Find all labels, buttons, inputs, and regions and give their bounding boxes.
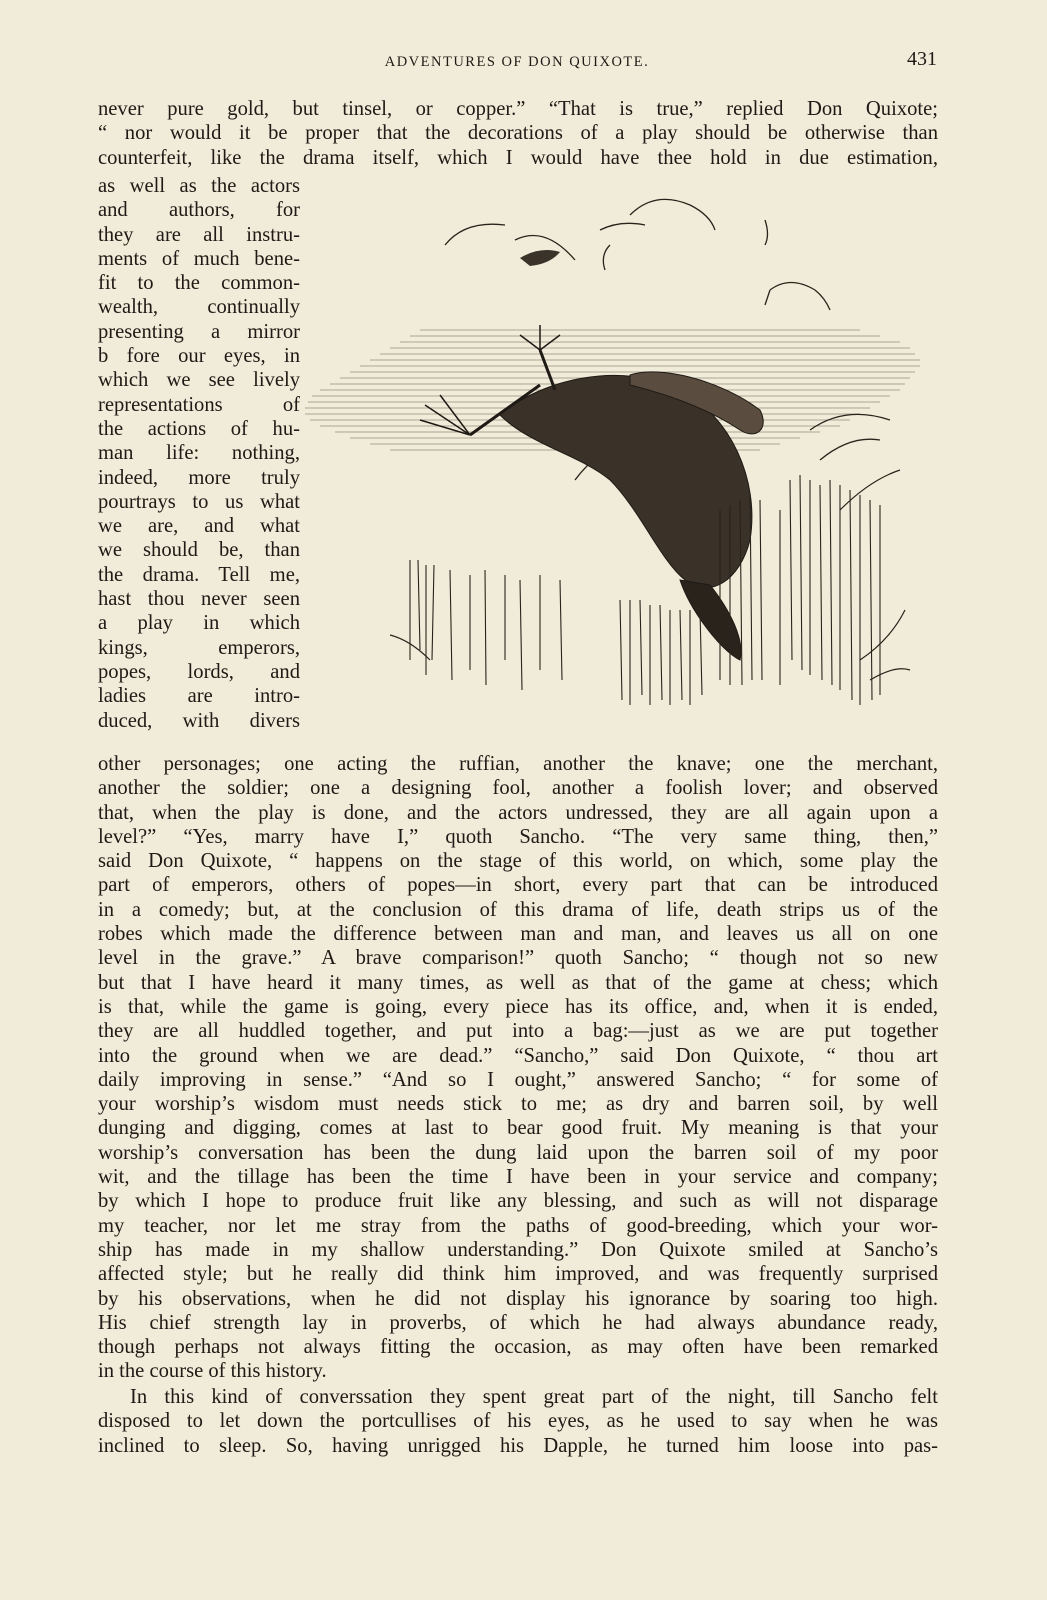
text-line: pourtrays to us what bbox=[98, 490, 300, 513]
text-line: kings, emperors, bbox=[98, 636, 300, 659]
text-line: and authors, for bbox=[98, 199, 300, 222]
text-line: as well as the actors bbox=[98, 175, 300, 197]
text-line: dunging and digging, comes at last to bear good fruit. My meaning is that your bbox=[98, 1117, 938, 1140]
text-line: said Don Quixote, “ happens on the stage of this world, on which, some play the bbox=[98, 850, 938, 873]
text-line: by which I hope to produce fruit like any blessing, and such as will not disparage bbox=[98, 1190, 938, 1213]
text-line: the actions of hu- bbox=[98, 417, 300, 440]
text-line: level?” “Yes, marry have I,” quoth Sancho. “The very same thing, then,” bbox=[98, 825, 938, 848]
text-line: that, when the play is done, and the actors undressed, they are all again upon a bbox=[98, 801, 938, 824]
text-line: fit to the common- bbox=[98, 272, 300, 295]
text-line: ments of much bene- bbox=[98, 247, 300, 270]
dead-bird-engraving bbox=[300, 180, 940, 730]
text-line: man life: nothing, bbox=[98, 442, 300, 465]
text-line: by his observations, when he did not display his ignorance by soaring too high. bbox=[98, 1287, 938, 1310]
wrapped-text-column bbox=[98, 174, 300, 733]
text-line: though perhaps not always fitting the occasion, as may often have been remarked bbox=[98, 1336, 938, 1359]
text-line: indeed, more truly bbox=[98, 466, 300, 489]
text-line: a play in which bbox=[98, 612, 300, 635]
running-header bbox=[97, 48, 937, 76]
text-line: In this kind of converssation they spent great part of the night, till Sancho felt bbox=[130, 1386, 938, 1408]
text-line: b fore our eyes, in bbox=[98, 345, 300, 368]
text-line: part of emperors, others of popes—in short, every part that can be introduced bbox=[98, 874, 938, 897]
text-line: but that I have heard it many times, as well as that of the game at chess; which bbox=[98, 971, 938, 994]
text-line: wealth, continually bbox=[98, 296, 300, 319]
text-line: other personages; one acting the ruffian, another the knave; one the merchant, bbox=[98, 753, 938, 775]
text-line: robes which made the difference between man and man, and leaves us all on one bbox=[98, 923, 938, 946]
text-line: into the ground when we are dead.” “Sancho,” said Don Quixote, “ thou art bbox=[98, 1044, 938, 1067]
text-line: counterfeit, like the drama itself, which I would have thee hold in due estimation, bbox=[98, 146, 938, 169]
text-line: ladies are intro- bbox=[98, 685, 300, 708]
text-line: His chief strength lay in proverbs, of which he had always abundance ready, bbox=[98, 1311, 938, 1334]
text-line: another the soldier; one a designing fool, another a foolish lover; and observed bbox=[98, 777, 938, 800]
text-line: we should be, than bbox=[98, 539, 300, 562]
text-line: popes, lords, and bbox=[98, 660, 300, 683]
text-line: my teacher, nor let me stray from the paths of good-breeding, which your wor- bbox=[98, 1214, 938, 1237]
text-line: wit, and the tillage has been the time I have been in your service and company; bbox=[98, 1166, 938, 1189]
body-text-block bbox=[98, 752, 938, 1384]
text-line: we are, and what bbox=[98, 515, 300, 538]
text-line: they are all instru- bbox=[98, 223, 300, 246]
text-line: the drama. Tell me, bbox=[98, 563, 300, 586]
text-line: duced, with divers bbox=[98, 709, 300, 732]
text-line: which we see lively bbox=[98, 369, 300, 392]
page-number: 431 bbox=[907, 48, 937, 70]
text-line: representations of bbox=[98, 393, 300, 416]
bird-illustration-icon bbox=[300, 180, 940, 730]
text-line: your worship’s wisdom must needs stick to me; as dry and barren soil, by well bbox=[98, 1093, 938, 1116]
text-line: hast thou never seen bbox=[98, 588, 300, 611]
text-line: presenting a mirror bbox=[98, 320, 300, 343]
text-line: in a comedy; but, at the conclusion of this drama of life, death strips us of the bbox=[98, 898, 938, 921]
text-line: they are all huddled together, and put into a bag:—just as we are put together bbox=[98, 1020, 938, 1043]
text-line: worship’s conversation has been the dung laid upon the barren soil of my poor bbox=[98, 1141, 938, 1164]
final-paragraph bbox=[98, 1385, 938, 1458]
text-line: daily improving in sense.” “And so I ought,” answered Sancho; “ for some of bbox=[98, 1068, 938, 1091]
text-line: disposed to let down the portcullises of his eyes, as he used to say when he was bbox=[98, 1410, 938, 1433]
text-line: inclined to sleep. So, having unrigged his Dapple, he turned him loose into pas- bbox=[98, 1434, 938, 1457]
text-line: ship has made in my shallow understanding.” Don Quixote smiled at Sancho’s bbox=[98, 1238, 938, 1261]
top-text-block bbox=[98, 97, 938, 170]
text-line: is that, while the game is going, every piece has its office, and, when it is ended, bbox=[98, 995, 938, 1018]
running-title: ADVENTURES OF DON QUIXOTE. bbox=[384, 54, 650, 70]
text-line: in the course of this history. bbox=[98, 1360, 327, 1383]
text-line: affected style; but he really did think him improved, and was frequently surprised bbox=[98, 1263, 938, 1286]
text-line: level in the grave.” A brave comparison!” quoth Sancho; “ though not so new bbox=[98, 947, 938, 970]
text-line: “ nor would it be proper that the decorations of a play should be otherwise than bbox=[98, 122, 938, 145]
text-line: never pure gold, but tinsel, or copper.” “That is true,” replied Don Quixote; bbox=[98, 98, 938, 120]
